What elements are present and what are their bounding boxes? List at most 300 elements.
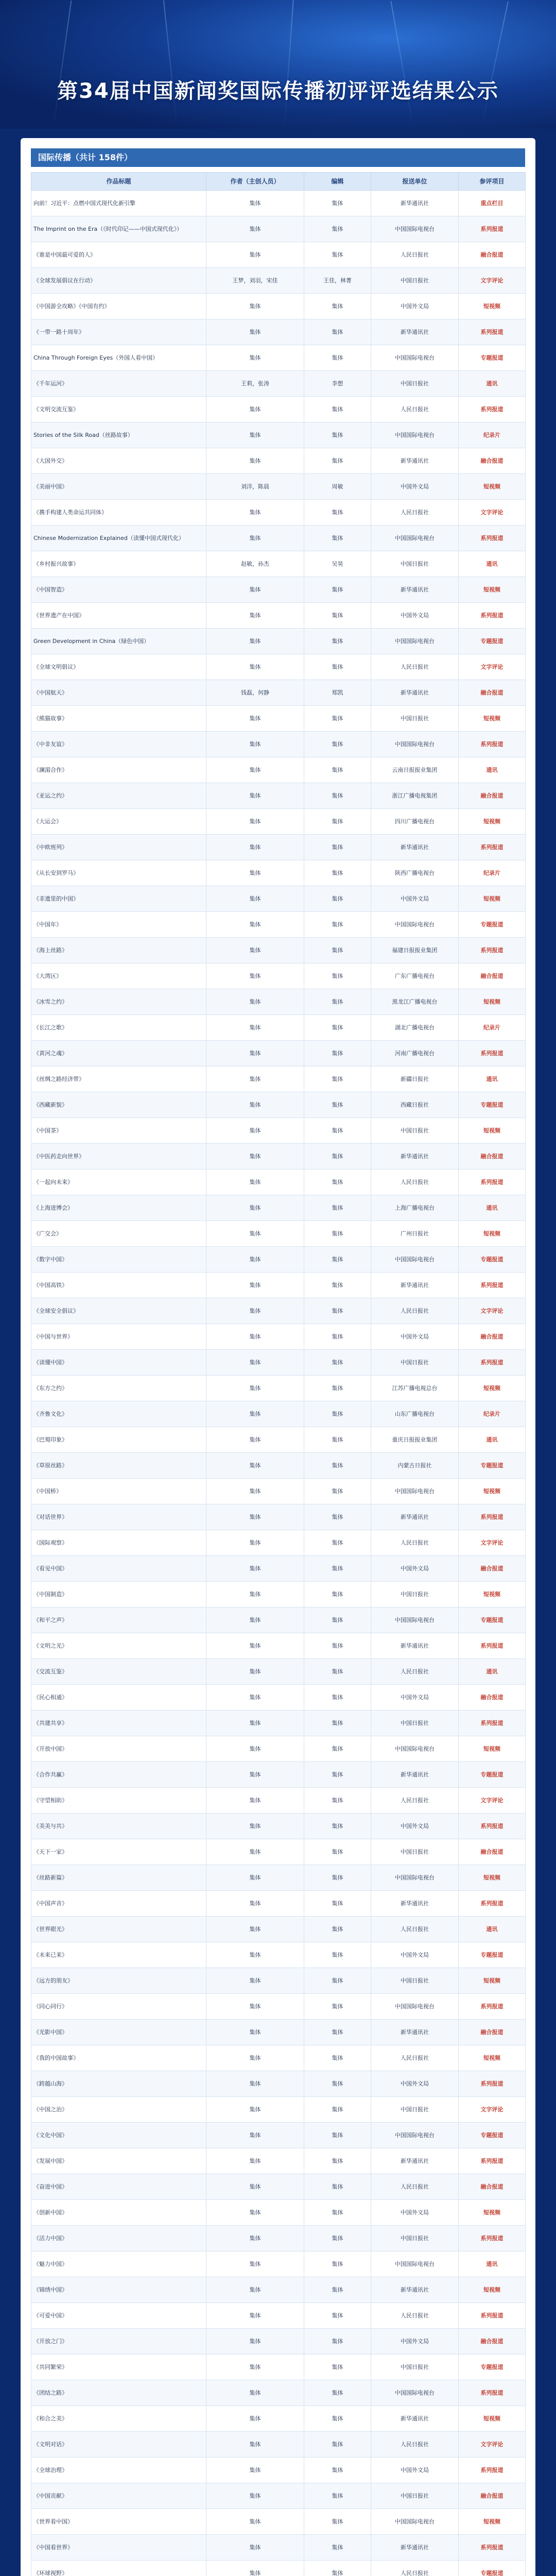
cell-title: 《西藏新貌》 xyxy=(31,1092,206,1118)
cell-author: 集体 xyxy=(206,1942,304,1968)
cell-org: 中国日报社 xyxy=(371,1582,459,1607)
cell-award: 融合报道 xyxy=(459,242,526,268)
cell-award: 系列报道 xyxy=(459,1633,526,1659)
table-row xyxy=(31,2123,526,2148)
cell-award: 短视频 xyxy=(459,1865,526,1891)
cell-org: 新华通讯社 xyxy=(371,2148,459,2174)
table-row xyxy=(31,1788,526,1814)
cell-title: 《中国声音》 xyxy=(31,1891,206,1917)
cell-editor: 集体 xyxy=(304,1917,371,1942)
cell-author: 集体 xyxy=(206,294,304,319)
cell-award: 系列报道 xyxy=(459,1710,526,1736)
cell-author: 集体 xyxy=(206,989,304,1015)
cell-org: 中国日报社 xyxy=(371,1350,459,1376)
cell-author: 集体 xyxy=(206,1891,304,1917)
cell-org: 中国日报社 xyxy=(371,2097,459,2123)
table-row xyxy=(31,654,526,680)
cell-title: 《创新中国》 xyxy=(31,2200,206,2226)
cell-org: 中国国际电视台 xyxy=(371,1736,459,1762)
cell-award: 专题报道 xyxy=(459,2561,526,2576)
cell-title: 《中国贡献》 xyxy=(31,2483,206,2509)
cell-title: 《发展中国》 xyxy=(31,2148,206,2174)
cell-author: 集体 xyxy=(206,2226,304,2251)
cell-editor: 集体 xyxy=(304,1195,371,1221)
cell-editor: 集体 xyxy=(304,526,371,551)
cell-author: 集体 xyxy=(206,1041,304,1066)
cell-title: 《中国制造》 xyxy=(31,1582,206,1607)
cell-title: 《同心同行》 xyxy=(31,1994,206,2020)
cell-editor: 集体 xyxy=(304,809,371,835)
cell-editor: 集体 xyxy=(304,2045,371,2071)
cell-author: 集体 xyxy=(206,448,304,474)
cell-award: 融合报道 xyxy=(459,2020,526,2045)
cell-editor: 集体 xyxy=(304,1891,371,1917)
cell-title: 《我的中国故事》 xyxy=(31,2045,206,2071)
cell-editor: 集体 xyxy=(304,2561,371,2576)
cell-award: 短视频 xyxy=(459,1221,526,1247)
cell-award: 纪录片 xyxy=(459,860,526,886)
cell-editor: 集体 xyxy=(304,345,371,371)
table-row xyxy=(31,2561,526,2576)
cell-award: 系列报道 xyxy=(459,938,526,963)
cell-author: 集体 xyxy=(206,1273,304,1298)
cell-org: 中国国际电视台 xyxy=(371,732,459,757)
cell-title: 《跨越山海》 xyxy=(31,2071,206,2097)
cell-title: 《文明之光》 xyxy=(31,1633,206,1659)
column-header-editor: 编辑 xyxy=(304,173,371,191)
cell-org: 山东广播电视台 xyxy=(371,1401,459,1427)
cell-editor: 集体 xyxy=(304,242,371,268)
cell-title: 《中非友谊》 xyxy=(31,732,206,757)
column-header-award: 参评项目 xyxy=(459,173,526,191)
cell-org: 新华通讯社 xyxy=(371,2535,459,2561)
cell-award: 系列报道 xyxy=(459,319,526,345)
cell-award: 专题报道 xyxy=(459,1092,526,1118)
cell-org: 新华通讯社 xyxy=(371,2406,459,2432)
cell-author: 集体 xyxy=(206,2097,304,2123)
cell-title: 《看见中国》 xyxy=(31,1556,206,1582)
cell-title: 《中欧班列》 xyxy=(31,835,206,860)
cell-author: 集体 xyxy=(206,1659,304,1685)
cell-author: 集体 xyxy=(206,2200,304,2226)
table-row xyxy=(31,1504,526,1530)
table-row xyxy=(31,860,526,886)
cell-author: 刘洋，陈晨 xyxy=(206,474,304,500)
cell-author: 集体 xyxy=(206,1144,304,1170)
table-row xyxy=(31,2329,526,2354)
table-row xyxy=(31,706,526,732)
cell-author: 集体 xyxy=(206,1427,304,1453)
table-row xyxy=(31,1479,526,1504)
table-row xyxy=(31,2483,526,2509)
cell-editor: 集体 xyxy=(304,1479,371,1504)
cell-title: 《远方的朋友》 xyxy=(31,1968,206,1994)
cell-award: 短视频 xyxy=(459,2509,526,2535)
cell-org: 中国外文局 xyxy=(371,1685,459,1710)
cell-title: 《中国茶》 xyxy=(31,1118,206,1144)
table-row xyxy=(31,2045,526,2071)
table-row xyxy=(31,1685,526,1710)
table-row xyxy=(31,1066,526,1092)
cell-award: 系列报道 xyxy=(459,397,526,422)
cell-award: 融合报道 xyxy=(459,680,526,706)
cell-award: 通讯 xyxy=(459,1195,526,1221)
light-ray-decoration xyxy=(390,1,413,128)
table-row xyxy=(31,2097,526,2123)
cell-author: 集体 xyxy=(206,1762,304,1788)
cell-org: 人民日报社 xyxy=(371,1659,459,1685)
cell-author: 集体 xyxy=(206,345,304,371)
cell-title: 《中国智造》 xyxy=(31,577,206,603)
table-row xyxy=(31,1092,526,1118)
cell-title: Green Development in China（绿色中国） xyxy=(31,629,206,654)
cell-title: 《冰雪之约》 xyxy=(31,989,206,1015)
cell-title: 《文明对话》 xyxy=(31,2432,206,2458)
cell-award: 系列报道 xyxy=(459,216,526,242)
cell-author: 集体 xyxy=(206,577,304,603)
cell-award: 短视频 xyxy=(459,294,526,319)
table-row xyxy=(31,1994,526,2020)
table-row xyxy=(31,2380,526,2406)
table-row xyxy=(31,1556,526,1582)
cell-author: 集体 xyxy=(206,2561,304,2576)
cell-author: 集体 xyxy=(206,2148,304,2174)
cell-org: 重庆日报报业集团 xyxy=(371,1427,459,1453)
cell-author: 集体 xyxy=(206,2045,304,2071)
cell-award: 文字评论 xyxy=(459,1298,526,1324)
cell-author: 集体 xyxy=(206,2406,304,2432)
column-header-title: 作品标题 xyxy=(31,173,206,191)
cell-org: 新华通讯社 xyxy=(371,1273,459,1298)
cell-org: 中国日报社 xyxy=(371,706,459,732)
cell-award: 短视频 xyxy=(459,577,526,603)
table-row xyxy=(31,757,526,783)
cell-editor: 集体 xyxy=(304,2226,371,2251)
cell-title: 《一起向未来》 xyxy=(31,1170,206,1195)
cell-title: 《全球安全倡议》 xyxy=(31,1298,206,1324)
table-row xyxy=(31,448,526,474)
cell-award: 系列报道 xyxy=(459,2303,526,2329)
cell-org: 人民日报社 xyxy=(371,654,459,680)
cell-title: 《美丽中国》 xyxy=(31,474,206,500)
cell-title: 《熊猫故事》 xyxy=(31,706,206,732)
cell-author: 集体 xyxy=(206,2174,304,2200)
table-row xyxy=(31,216,526,242)
cell-title: 《交流互鉴》 xyxy=(31,1659,206,1685)
cell-author: 集体 xyxy=(206,2458,304,2483)
cell-title: 《千年运河》 xyxy=(31,371,206,397)
cell-editor: 集体 xyxy=(304,603,371,629)
cell-editor: 集体 xyxy=(304,2200,371,2226)
cell-title: 《非遗里的中国》 xyxy=(31,886,206,912)
cell-editor: 集体 xyxy=(304,732,371,757)
cell-author: 集体 xyxy=(206,938,304,963)
cell-author: 集体 xyxy=(206,397,304,422)
cell-editor: 集体 xyxy=(304,886,371,912)
cell-award: 系列报道 xyxy=(459,1273,526,1298)
cell-award: 融合报道 xyxy=(459,1556,526,1582)
cell-award: 系列报道 xyxy=(459,1994,526,2020)
cell-award: 纪录片 xyxy=(459,1401,526,1427)
cell-org: 新疆日报社 xyxy=(371,1066,459,1092)
cell-author: 集体 xyxy=(206,1247,304,1273)
light-ray-decoration xyxy=(53,1,72,128)
cell-title: 《携手构建人类命运共同体》 xyxy=(31,500,206,526)
cell-award: 文字评论 xyxy=(459,500,526,526)
cell-author: 集体 xyxy=(206,2303,304,2329)
cell-award: 系列报道 xyxy=(459,2071,526,2097)
table-row xyxy=(31,732,526,757)
table-row xyxy=(31,397,526,422)
cell-title: 《开放中国》 xyxy=(31,1736,206,1762)
table-row xyxy=(31,2458,526,2483)
cell-editor: 集体 xyxy=(304,1659,371,1685)
cell-author: 集体 xyxy=(206,629,304,654)
cell-title: 《从长安到罗马》 xyxy=(31,860,206,886)
table-row xyxy=(31,1298,526,1324)
cell-org: 中国国际电视台 xyxy=(371,1994,459,2020)
cell-org: 人民日报社 xyxy=(371,2174,459,2200)
cell-org: 中国日报社 xyxy=(371,1968,459,1994)
cell-org: 新华通讯社 xyxy=(371,319,459,345)
cell-editor: 集体 xyxy=(304,1736,371,1762)
cell-editor: 集体 xyxy=(304,2020,371,2045)
cell-org: 中国外文局 xyxy=(371,886,459,912)
cell-editor: 集体 xyxy=(304,397,371,422)
cell-author: 集体 xyxy=(206,1865,304,1891)
cell-award: 通讯 xyxy=(459,371,526,397)
cell-author: 集体 xyxy=(206,809,304,835)
cell-org: 中国外文局 xyxy=(371,1324,459,1350)
cell-editor: 集体 xyxy=(304,1762,371,1788)
cell-org: 新华通讯社 xyxy=(371,2020,459,2045)
table-row xyxy=(31,2354,526,2380)
cell-org: 新华通讯社 xyxy=(371,577,459,603)
cell-title: 《中国之治》 xyxy=(31,2097,206,2123)
cell-org: 中国国际电视台 xyxy=(371,912,459,938)
cell-author: 集体 xyxy=(206,1839,304,1865)
cell-award: 系列报道 xyxy=(459,2458,526,2483)
cell-editor: 集体 xyxy=(304,1144,371,1170)
table-row xyxy=(31,938,526,963)
table-row xyxy=(31,1401,526,1427)
cell-org: 中国日报社 xyxy=(371,1839,459,1865)
cell-award: 短视频 xyxy=(459,1479,526,1504)
cell-author: 集体 xyxy=(206,1015,304,1041)
cell-author: 集体 xyxy=(206,1968,304,1994)
cell-author: 王莉，张涛 xyxy=(206,371,304,397)
table-row xyxy=(31,629,526,654)
cell-award: 短视频 xyxy=(459,706,526,732)
cell-org: 中国国际电视台 xyxy=(371,629,459,654)
cell-award: 文字评论 xyxy=(459,2432,526,2458)
cell-award: 短视频 xyxy=(459,2200,526,2226)
cell-title: 《长江之歌》 xyxy=(31,1015,206,1041)
cell-author: 集体 xyxy=(206,2071,304,2097)
cell-author: 集体 xyxy=(206,1401,304,1427)
cell-editor: 集体 xyxy=(304,1994,371,2020)
cell-title: 《乡村振兴故事》 xyxy=(31,551,206,577)
cell-org: 新华通讯社 xyxy=(371,1891,459,1917)
cell-author: 集体 xyxy=(206,1556,304,1582)
cell-editor: 集体 xyxy=(304,1530,371,1556)
cell-award: 融合报道 xyxy=(459,1144,526,1170)
cell-org: 中国国际电视台 xyxy=(371,526,459,551)
cell-award: 短视频 xyxy=(459,1968,526,1994)
cell-title: 《环球视野》 xyxy=(31,2561,206,2576)
cell-editor: 集体 xyxy=(304,1582,371,1607)
cell-title: 《全球发展倡议在行动》 xyxy=(31,268,206,294)
cell-editor: 集体 xyxy=(304,2483,371,2509)
cell-org: 中国国际电视台 xyxy=(371,2251,459,2277)
table-row xyxy=(31,371,526,397)
cell-title: 《天下一家》 xyxy=(31,1839,206,1865)
cell-author: 集体 xyxy=(206,1066,304,1092)
cell-author: 集体 xyxy=(206,2251,304,2277)
cell-editor: 集体 xyxy=(304,2071,371,2097)
cell-title: 《海上丝路》 xyxy=(31,938,206,963)
table-row xyxy=(31,1221,526,1247)
cell-org: 中国国际电视台 xyxy=(371,2380,459,2406)
cell-editor: 集体 xyxy=(304,2251,371,2277)
cell-award: 文字评论 xyxy=(459,1530,526,1556)
cell-editor: 集体 xyxy=(304,1968,371,1994)
cell-org: 中国国际电视台 xyxy=(371,1247,459,1273)
cell-org: 中国外文局 xyxy=(371,1942,459,1968)
cell-org: 广东广播电视台 xyxy=(371,963,459,989)
light-ray-decoration xyxy=(163,1,178,129)
table-row xyxy=(31,1865,526,1891)
table-row xyxy=(31,1376,526,1401)
cell-title: 《草原丝路》 xyxy=(31,1453,206,1479)
cell-author: 集体 xyxy=(206,654,304,680)
table-row xyxy=(31,1659,526,1685)
table-row xyxy=(31,1633,526,1659)
table-row xyxy=(31,1839,526,1865)
cell-author: 集体 xyxy=(206,1788,304,1814)
table-row xyxy=(31,1041,526,1066)
cell-org: 新华通讯社 xyxy=(371,2277,459,2303)
cell-award: 重点栏目 xyxy=(459,191,526,216)
cell-title: The Imprint on the Era（《时代印记——中国式现代化》） xyxy=(31,216,206,242)
cell-title: Stories of the Silk Road（丝路故事） xyxy=(31,422,206,448)
cell-author: 集体 xyxy=(206,1736,304,1762)
cell-author: 集体 xyxy=(206,2123,304,2148)
cell-editor: 集体 xyxy=(304,1170,371,1195)
cell-award: 专题报道 xyxy=(459,1942,526,1968)
cell-editor: 集体 xyxy=(304,1376,371,1401)
cell-title: 《锦绣中国》 xyxy=(31,2277,206,2303)
cell-editor: 集体 xyxy=(304,757,371,783)
cell-org: 中国日报社 xyxy=(371,268,459,294)
cell-org: 中国国际电视台 xyxy=(371,2123,459,2148)
cell-org: 中国外文局 xyxy=(371,1814,459,1839)
cell-title: 《中国高铁》 xyxy=(31,1273,206,1298)
cell-title: 《活力中国》 xyxy=(31,2226,206,2251)
cell-award: 文字评论 xyxy=(459,654,526,680)
cell-editor: 集体 xyxy=(304,1427,371,1453)
cell-org: 四川广播电视台 xyxy=(371,809,459,835)
cell-org: 中国外文局 xyxy=(371,2458,459,2483)
cell-title: 《读懂中国》 xyxy=(31,1350,206,1376)
cell-author: 集体 xyxy=(206,242,304,268)
cell-award: 专题报道 xyxy=(459,2123,526,2148)
cell-award: 短视频 xyxy=(459,1736,526,1762)
cell-editor: 集体 xyxy=(304,1247,371,1273)
cell-title: 《广交会》 xyxy=(31,1221,206,1247)
cell-title: 《数字中国》 xyxy=(31,1247,206,1273)
cell-author: 集体 xyxy=(206,1814,304,1839)
cell-editor: 集体 xyxy=(304,2509,371,2535)
cell-author: 集体 xyxy=(206,2509,304,2535)
cell-title: 《对话世界》 xyxy=(31,1504,206,1530)
cell-org: 中国日报社 xyxy=(371,2226,459,2251)
table-row xyxy=(31,1427,526,1453)
table-row xyxy=(31,2303,526,2329)
cell-author: 集体 xyxy=(206,1607,304,1633)
cell-title: 《共同繁荣》 xyxy=(31,2354,206,2380)
cell-title: 《中国桥》 xyxy=(31,1479,206,1504)
cell-title: 向前！习近平：点燃中国式现代化新引擎 xyxy=(31,191,206,216)
table-row xyxy=(31,809,526,835)
cell-org: 新华通讯社 xyxy=(371,1633,459,1659)
cell-title: 《和合之美》 xyxy=(31,2406,206,2432)
table-row xyxy=(31,1607,526,1633)
cell-org: 湖北广播电视台 xyxy=(371,1015,459,1041)
cell-editor: 周敏 xyxy=(304,474,371,500)
table-row xyxy=(31,1814,526,1839)
cell-org: 中国国际电视台 xyxy=(371,1479,459,1504)
cell-editor: 集体 xyxy=(304,963,371,989)
cell-author: 集体 xyxy=(206,835,304,860)
cell-title: 《巴蜀印象》 xyxy=(31,1427,206,1453)
table-row xyxy=(31,603,526,629)
cell-author: 集体 xyxy=(206,732,304,757)
cell-org: 福建日报报业集团 xyxy=(371,938,459,963)
cell-editor: 集体 xyxy=(304,1839,371,1865)
cell-award: 短视频 xyxy=(459,1118,526,1144)
cell-title: 《文化中国》 xyxy=(31,2123,206,2148)
table-row xyxy=(31,783,526,809)
cell-award: 系列报道 xyxy=(459,526,526,551)
cell-award: 系列报道 xyxy=(459,2226,526,2251)
cell-org: 中国日报社 xyxy=(371,2354,459,2380)
cell-award: 融合报道 xyxy=(459,1324,526,1350)
cell-editor: 集体 xyxy=(304,835,371,860)
cell-title: 《民心相通》 xyxy=(31,1685,206,1710)
cell-org: 云南日报报业集团 xyxy=(371,757,459,783)
cell-author: 集体 xyxy=(206,2380,304,2406)
cell-award: 专题报道 xyxy=(459,345,526,371)
cell-org: 人民日报社 xyxy=(371,500,459,526)
cell-author: 集体 xyxy=(206,1633,304,1659)
cell-author: 集体 xyxy=(206,860,304,886)
cell-author: 赵敏，孙杰 xyxy=(206,551,304,577)
cell-editor: 集体 xyxy=(304,1942,371,1968)
cell-award: 短视频 xyxy=(459,809,526,835)
cell-title: 《可爱中国》 xyxy=(31,2303,206,2329)
cell-award: 系列报道 xyxy=(459,603,526,629)
cell-award: 系列报道 xyxy=(459,2148,526,2174)
table-row xyxy=(31,2251,526,2277)
cell-org: 西藏日报社 xyxy=(371,1092,459,1118)
cell-award: 短视频 xyxy=(459,1582,526,1607)
cell-author: 集体 xyxy=(206,1221,304,1247)
cell-org: 中国外文局 xyxy=(371,474,459,500)
cell-award: 融合报道 xyxy=(459,1685,526,1710)
cell-org: 中国国际电视台 xyxy=(371,422,459,448)
cell-title: 《大湾区》 xyxy=(31,963,206,989)
